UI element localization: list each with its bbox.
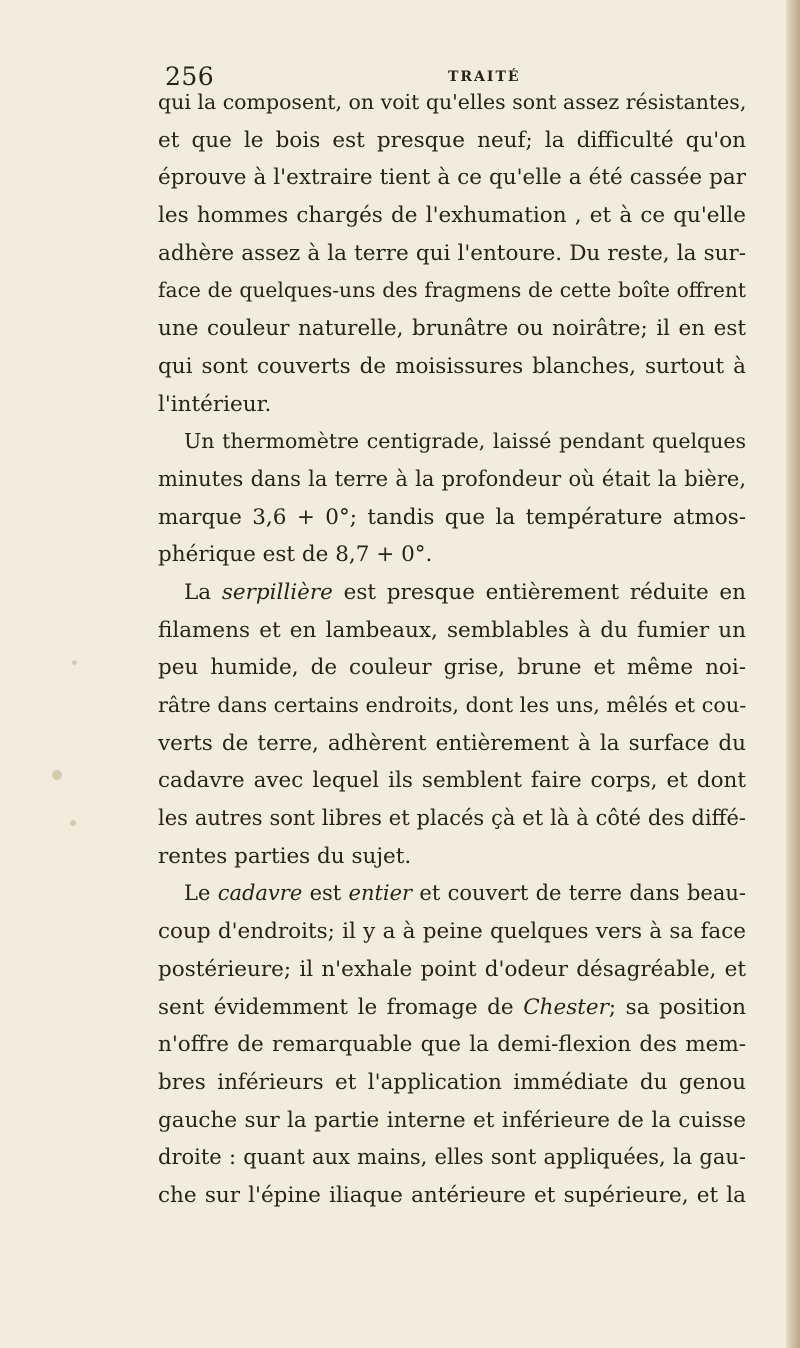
paper-stain [52, 770, 62, 780]
text-line: face de quelques-uns des fragmens de cette boîte offrent [158, 278, 746, 303]
text-line: Le cadavre est entier et couvert de terre dans beau- [184, 881, 746, 906]
text-line: éprouve à l'extraire tient à ce qu'elle a été cassée par [158, 165, 746, 191]
text-line: droite : quant aux mains, elles sont appliquées, la gau- [158, 1145, 746, 1170]
text-line: bres inférieurs et l'application immédiate du genou [158, 1069, 746, 1095]
text-line: et que le bois est presque neuf; la difficulté qu'on [158, 127, 746, 153]
text-line: qui sont couverts de moisissures blanches, surtout à [158, 353, 746, 379]
text-line: filamens et en lambeaux, semblables à du fumier un [158, 617, 746, 643]
text-line: râtre dans certains endroits, dont les uns, mêlés et cou- [158, 693, 747, 717]
text-line: peu humide, de couleur grise, brune et même noi- [158, 655, 746, 681]
text-line: gauche sur la partie interne et inférieure de la cuisse [158, 1107, 746, 1133]
text-line: coup d'endroits; il y a à peine quelques vers à sa face [158, 919, 746, 945]
running-title: TRAITÉ [448, 69, 521, 85]
paper-stain [72, 660, 77, 665]
text-line: che sur l'épine iliaque antérieure et supérieure, et la [158, 1182, 746, 1208]
text-line: rentes parties du sujet. [158, 843, 412, 869]
text-line: La serpillière est presque entièrement réduite en [184, 579, 747, 605]
text-line: cadavre avec lequel ils semblent faire corps, et dont [158, 768, 746, 794]
paper-stain [70, 820, 76, 826]
text-line: minutes dans la terre à la profondeur où était la bière, [158, 466, 746, 491]
text-line: postérieure; il n'exhale point d'odeur désagréable, et [158, 956, 746, 982]
text-line: les autres sont libres et placés çà et là à côté des diffé- [158, 806, 746, 831]
text-line: sent évidemment le fromage de Chester; sa position [158, 994, 747, 1020]
text-line: verts de terre, adhèrent entièrement à la surface du [158, 730, 746, 756]
page-edge [786, 0, 800, 1348]
text-line: n'offre de remarquable que la demi-flexion des mem- [158, 1032, 746, 1058]
page-number: 256 [165, 62, 215, 91]
text-line: les hommes chargés de l'exhumation , et à ce qu'elle [158, 203, 746, 229]
text-line: Un thermomètre centigrade, laissé pendant quelques [184, 429, 746, 454]
text-line: qui la composent, on voit qu'elles sont assez résistantes, [158, 90, 747, 114]
text-line: une couleur naturelle, brunâtre ou noirâtre; il en est [158, 316, 746, 342]
text-line: l'intérieur. [158, 391, 272, 417]
body-text [158, 84, 746, 1215]
text-line: phérique est de 8,7 + 0°. [158, 542, 433, 568]
text-line: marque 3,6 + 0°; tandis que la température atmos- [158, 504, 746, 530]
text-line: adhère assez à la terre qui l'entoure. Du reste, la sur- [158, 240, 746, 266]
